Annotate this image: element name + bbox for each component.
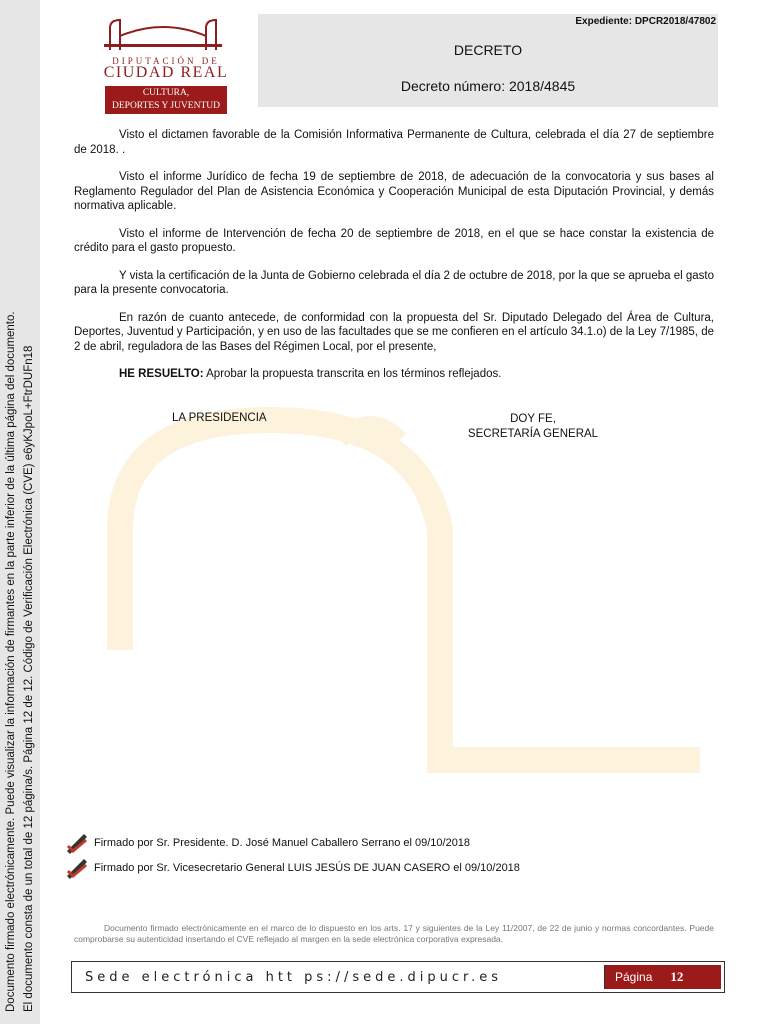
signature-right-line-2: SECRETARÍA GENERAL — [467, 427, 599, 440]
signature-presidencia: LA PRESIDENCIA — [172, 412, 267, 424]
resuelto-text: Aprobar la propuesta transcrita en los términos reflejados. — [203, 368, 502, 380]
cve-side-text — [2, 12, 38, 1012]
page-label: Página — [615, 970, 653, 984]
watermark-arch — [40, 380, 740, 800]
decree-header-box — [258, 14, 718, 107]
pen-check-icon — [64, 832, 90, 854]
footer-inner — [75, 965, 721, 989]
paragraph-dictamen: Visto el dictamen favorable de la Comisión Informativa Permanente de Cultura, celebrada el día 27 de septiembre de 2018. . — [74, 129, 714, 156]
paragraph-certificacion: Y vista la certificación de la Junta de Gobierno celebrada el día 2 de octubre de 2018, por la que se aprueba el gasto para la presente convocatoria. — [74, 269, 714, 296]
firma-presidente — [64, 832, 470, 854]
expediente-label: Expediente: DPCR2018/47802 — [575, 16, 716, 27]
decree-body — [74, 128, 714, 395]
paragraph-informe-intervencion: Visto el informe de Intervención de fecha 20 de septiembre de 2018, en el que se hace constar la existencia de crédito para el gasto propuesto. — [74, 227, 714, 254]
paragraph-razon: En razón de cuanto antecede, de conformidad con la propuesta del Sr. Diputado Delegado del Área de Cultura, Deportes, Juventud y Participación, y en uso de las facultades que se me confieren en el artículo 34.1.o) de la Ley 7/1985, de 2 de abril, reguladora de las Bases del Régimen Local, por el presente, — [74, 311, 714, 353]
logo-line-2: CIUDAD REAL — [103, 64, 229, 81]
firma-vicesecretario-text: Firmado por Sr. Vicesecretario General LUIS JESÚS DE JUAN CASERO el 09/10/2018 — [94, 862, 520, 874]
page-indicator — [605, 965, 721, 989]
firma-vicesecretario — [64, 857, 520, 879]
logo-department-box — [105, 86, 227, 114]
logo-box-line-1: CULTURA, — [142, 88, 190, 98]
diputacion-logo — [88, 16, 238, 116]
side-text-line-2: El documento consta de un total de 12 página/s. Página 12 de 12. Código de Verificación Electrónica (CVE) e6yKJpoL+FtrDUFn18 — [23, 345, 35, 1012]
sede-electronica-link[interactable]: Sede electrónica htt ps://sede.dipucr.es — [75, 965, 605, 989]
signature-secretaria — [440, 412, 626, 441]
side-text-line-1: Documento firmado electrónicamente. Puede visualizar la información de firmantes en la parte inferior de la última página del documento. — [5, 311, 17, 1012]
decree-title: DECRETO — [453, 42, 523, 58]
pen-check-icon — [64, 857, 90, 879]
paragraph-informe-juridico: Visto el informe Jurídico de fecha 19 de septiembre de 2018, de adecuación de la convocatoria y sus bases al Reglamento Regulador del Plan de Asistencia Económica y Cooperación Municipal de esta Diputación Provincial, y demás normativa aplicable. — [74, 171, 714, 212]
footer-bar — [71, 961, 725, 993]
resuelto-label: HE RESUELTO: — [119, 368, 204, 380]
decree-number: Decreto número: 2018/4845 — [400, 78, 576, 94]
logo-box-line-2: DEPORTES Y JUVENTUD — [112, 101, 220, 111]
paragraph-resuelto — [74, 367, 714, 382]
signature-right-line-1: DOY FE, — [510, 413, 556, 425]
page-number: 12 — [670, 969, 684, 984]
electronic-signature-footnote: Documento firmado electrónicamente en el marco de lo dispuesto en los arts. 17 y siguientes de la Ley 11/2007, de 22 de junio y normas concordantes. Puede comprobarse su autenticidad insertando el CVE reflejado al margen en la sede electrónica corporativa expresada. — [74, 923, 714, 944]
building-icon — [100, 16, 226, 52]
logo-line-1: DIPUTACIÓN DE — [112, 56, 220, 66]
firma-presidente-text: Firmado por Sr. Presidente. D. José Manuel Caballero Serrano el 09/10/2018 — [94, 837, 471, 849]
